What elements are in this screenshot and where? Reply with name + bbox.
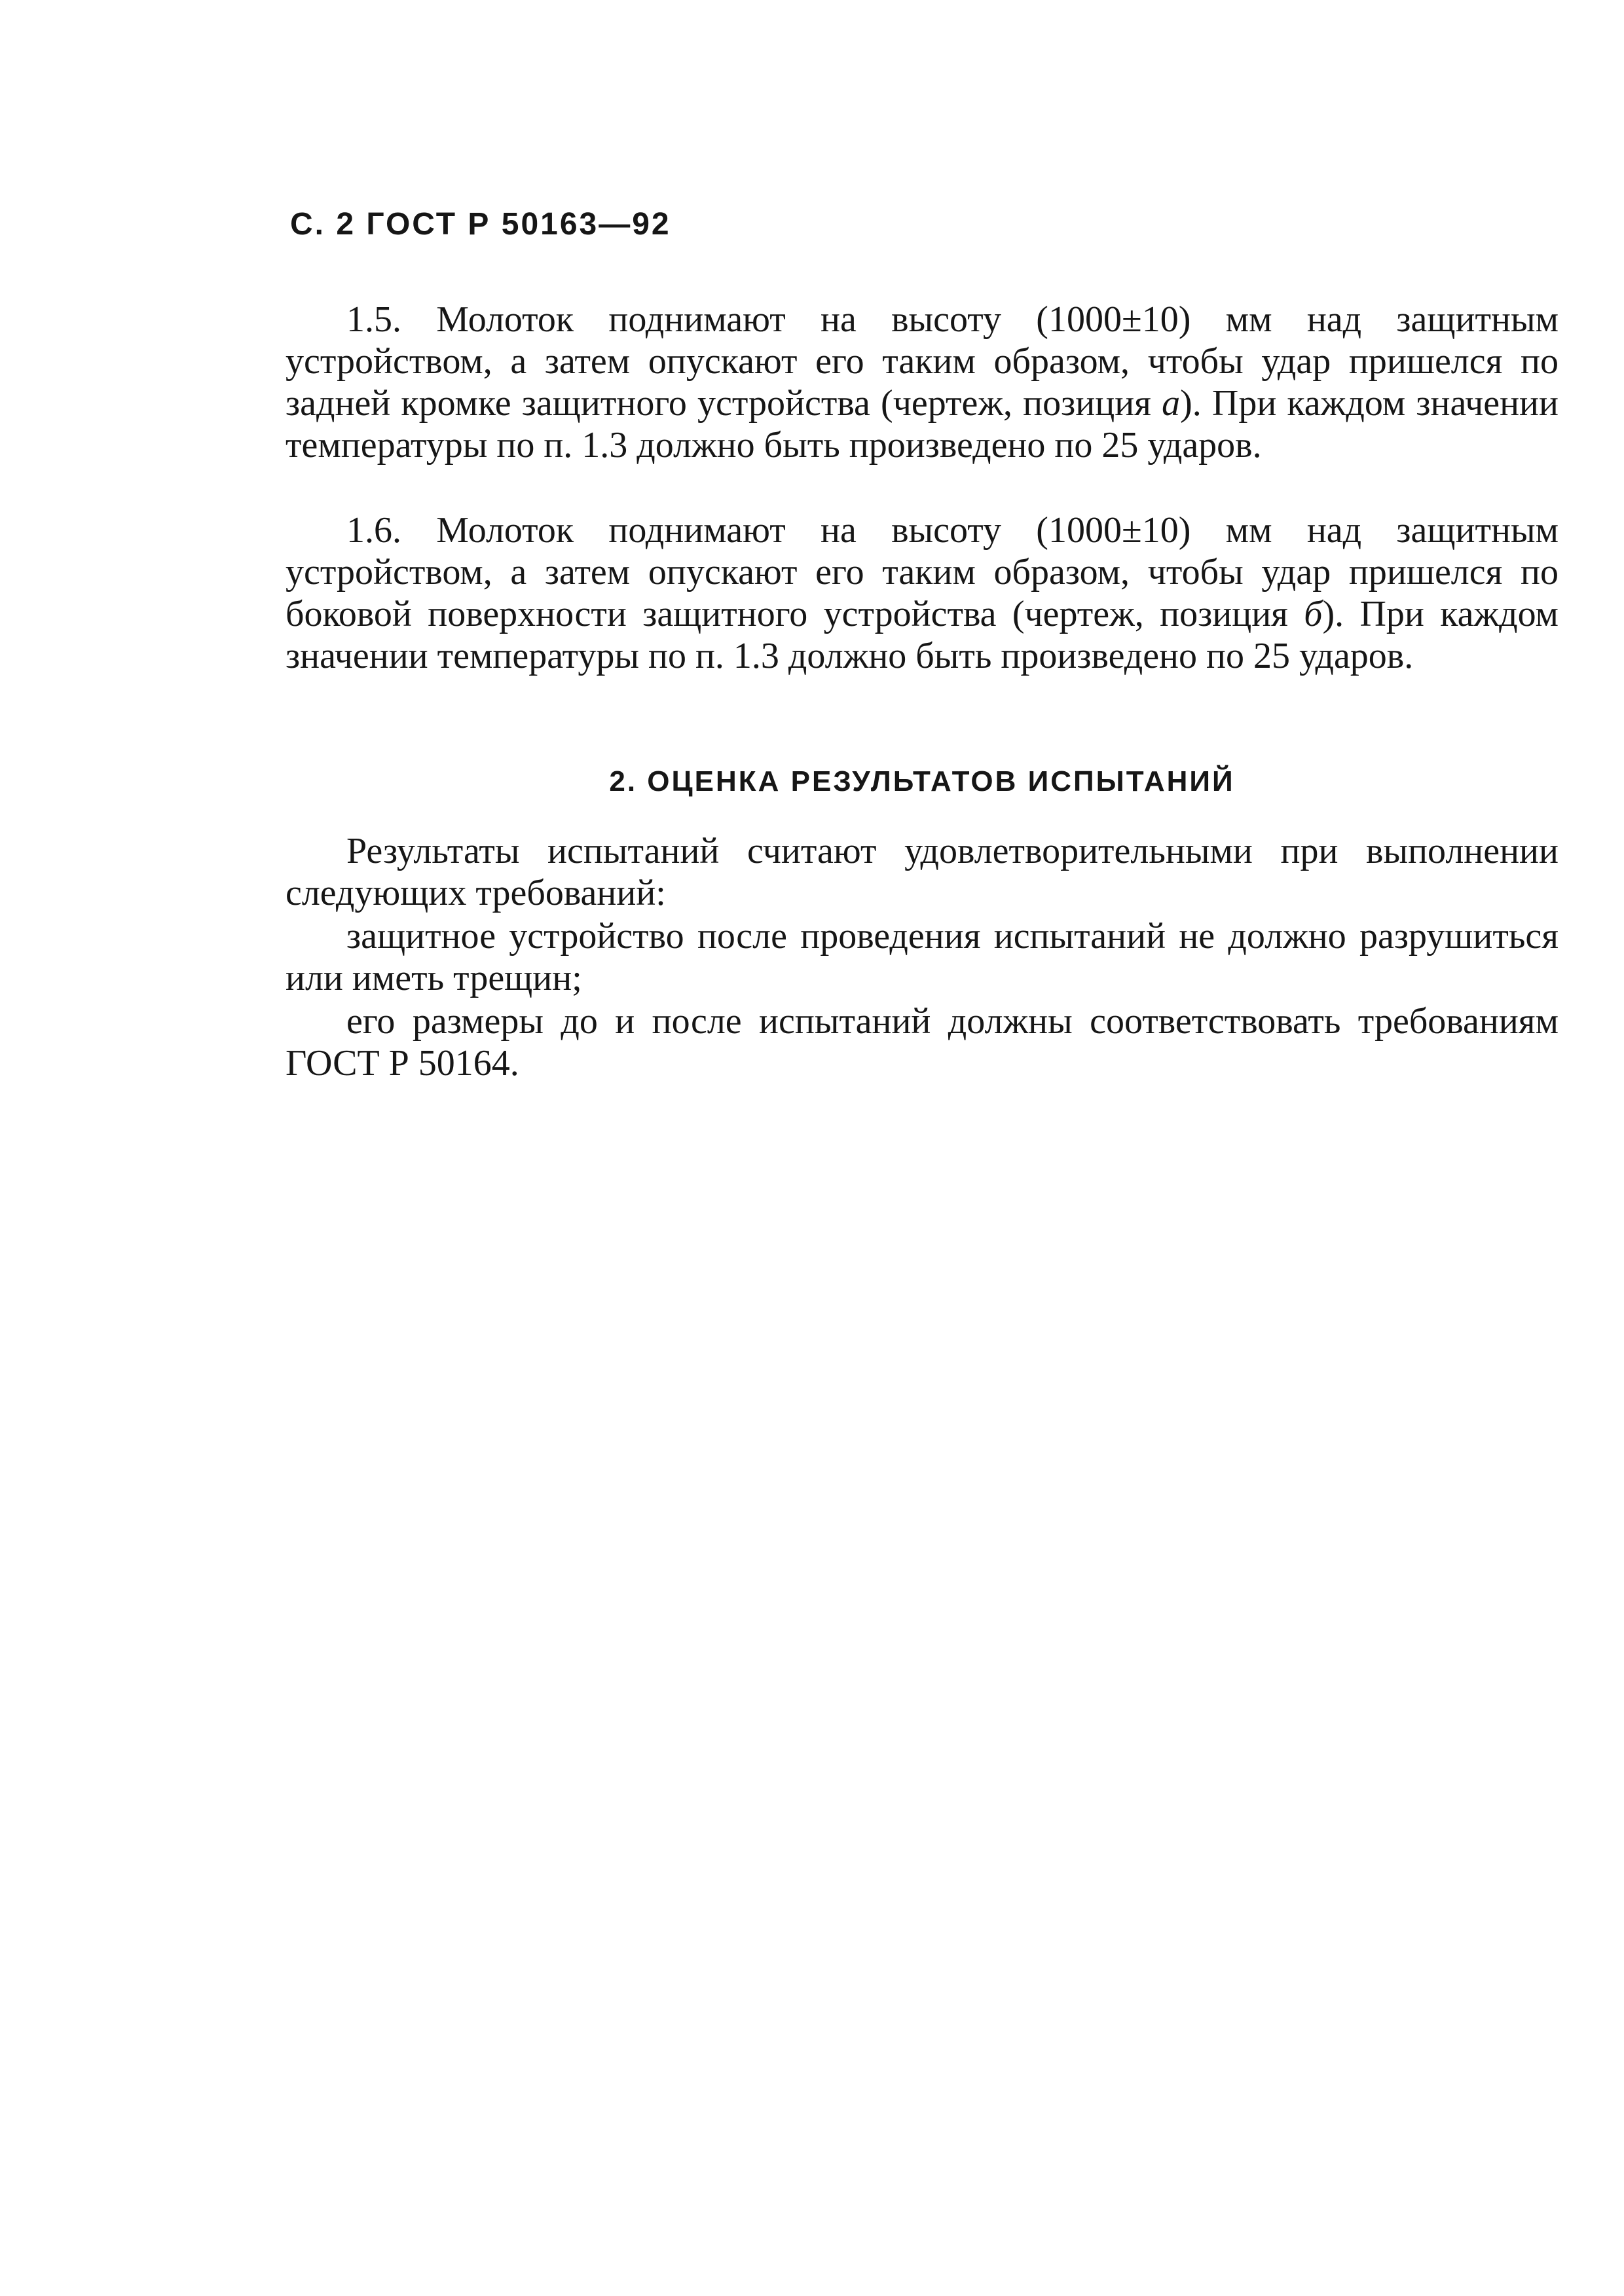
requirement-dimensions: его размеры до и после испытаний должны соответствовать требованиям ГОСТ Р 50164. xyxy=(286,1001,1559,1084)
requirement-no-cracks: защитное устройство после проведения испытаний не должно разрушиться или иметь трещин; xyxy=(286,916,1559,998)
results-intro: Результаты испытаний считают удовлетворительными при выполнении следующих требований: xyxy=(286,831,1559,913)
page-header: С. 2 ГОСТ Р 50163—92 xyxy=(290,207,671,242)
paragraph-1-6-text: 1.6. Молоток поднимают на высоту (1000±10) мм над защитным устройством, а затем опускают его таким образом, чтобы удар пришелся по боковой поверхности защитного устройства (чертеж, позиция xyxy=(286,510,1559,634)
paragraph-1-5-tail: ). При каждом значении температуры по п. 1.3 должно быть произведено по 25 ударов. xyxy=(286,383,1559,465)
section-heading: 2. ОЦЕНКА РЕЗУЛЬТАТОВ ИСПЫТАНИЙ xyxy=(609,765,1235,797)
paragraph-1-5-text: 1.5. Молоток поднимают на высоту (1000±10) мм над защитным устройством, а затем опускают его таким образом, чтобы удар пришелся по задней кромке защитного устройства (чертеж, позиция xyxy=(286,299,1559,424)
position-a-marker: а xyxy=(1162,383,1181,424)
position-b-marker: б xyxy=(1304,594,1323,634)
paragraph-1-5 xyxy=(286,299,1559,466)
paragraph-1-6 xyxy=(286,509,1559,677)
paragraph-1-6-tail: ). При каждом значении температуры по п. 1.3 должно быть произведено по 25 ударов. xyxy=(286,594,1559,676)
